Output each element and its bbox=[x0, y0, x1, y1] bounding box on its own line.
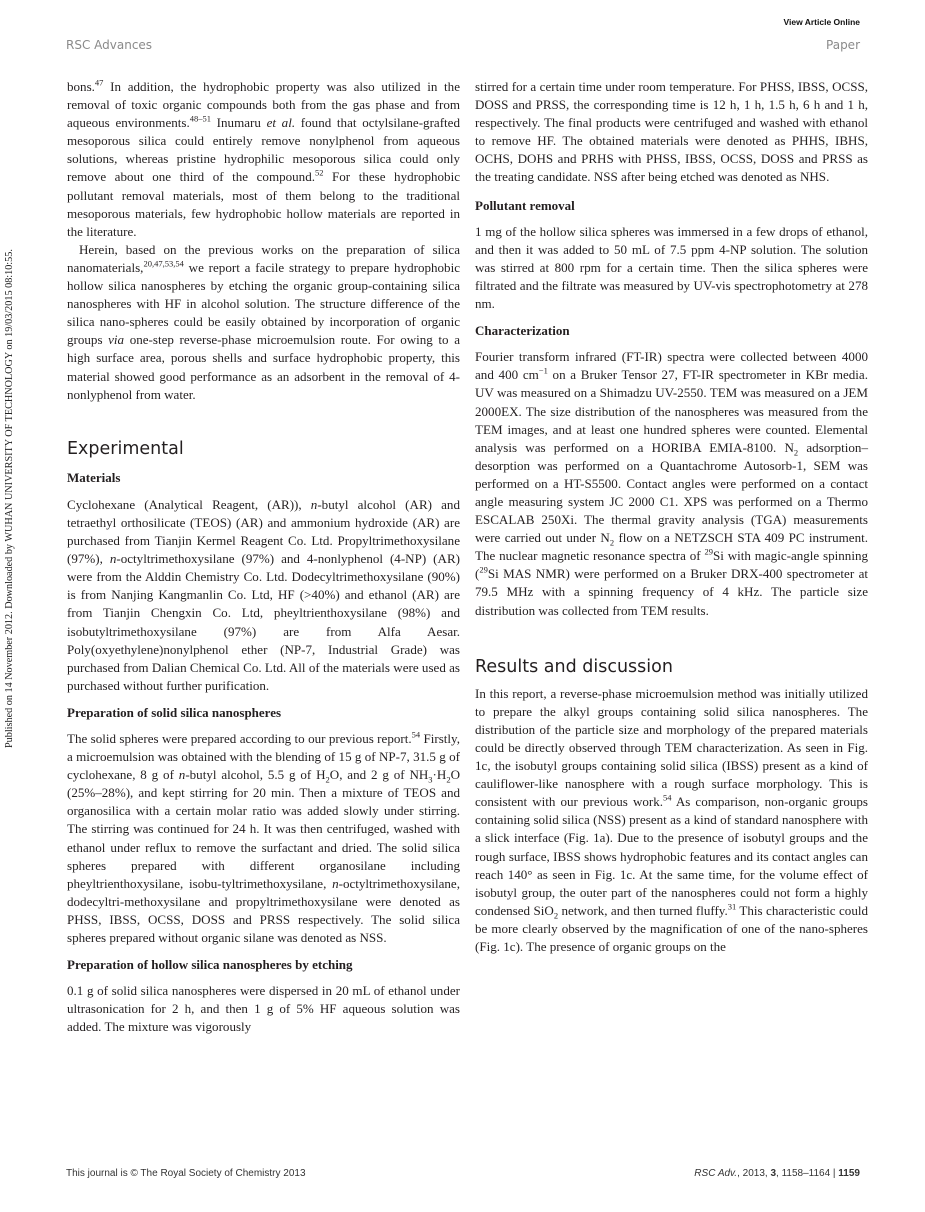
citation-ref[interactable]: 20,47,53,54 bbox=[143, 258, 184, 269]
subsection-title-characterization: Characterization bbox=[475, 323, 570, 339]
citation-ref[interactable]: 47 bbox=[94, 77, 104, 88]
section-title-experimental: Experimental bbox=[67, 438, 184, 459]
subsection-title-solid-silica: Preparation of solid silica nanospheres bbox=[67, 704, 282, 720]
left-column bbox=[67, 78, 460, 1037]
paragraph-results: In this report, a reverse-phase microemulsion method was initially utilized to prepare the alkyl groups containing solid silica nanospheres. The distribution of the particle size and morphology of the prepared materials could be directly observed through TEM characterization. As seen in Fig. 1c, the isobutyl groups containing solid silica (IBSS) present as a kind of cauliflower-like nanosphere with a rough surface morphology. This is consistent with our previous work.$^{54}$ As comparison, non-organic groups containing solid silica (NSS) present as a kind of standard nanosphere with a slick interface (Fig. 1a). Due to the presence of isobutyl groups and the rough surface, IBSS shows hydrophobic features and its contact angles can reach 140° as seen in Fig. 1c. At the same time, for the volume effect of isobutyl group, the outer part of the nanospheres could not form a highly condensed SiO$_2$ network, and then turned fluffy.$^{31}$ This characteristic could be more clearly observed by the magnification of one of the nano-spheres (Fig. 1c). The presence of organic groups on the bbox=[475, 685, 869, 955]
citation-ref[interactable]: 52 bbox=[314, 168, 324, 179]
page-number: 1159 bbox=[838, 1168, 860, 1179]
paragraph-intro-continued: bons.$^{47}$ In addition, the hydrophobic property was also utilized in the removal of toxic organic compounds both from the gas phase and from aqueous environments.$^{48-51}$ Inumaru et al. found that octylsilane-grafted mesoporous silica could entirely remove nonylphenol from aqueous solutions, whereas pristine hydrophilic mesoporous silica could only remove about one third of the compound.$^{52}$ For these hydrophobic pollutant removal materials, most of them belong to the traditional mesoporous materials, few hydrophobic hollow materials are reported in the literature. bbox=[67, 77, 460, 239]
download-stamp: Published on 14 November 2012. Downloaded by WUHAN UNIVERSITY OF TECHNOLOGY on 19/03/2015 08:10:55. bbox=[4, 249, 15, 748]
citation-ref[interactable]: 48–51 bbox=[189, 113, 211, 124]
journal-name: RSC Advances bbox=[66, 38, 153, 52]
right-column bbox=[475, 78, 868, 956]
paragraph-solid-silica: The solid spheres were prepared according to our previous report.$^{54}$ Firstly, a microemulsion was obtained with the blending of 15 g of NP-7, 31.5 g of cyclohexane, 8 g of n-butyl alcohol, 5.5 g of $H_2O$, and 2 g of $NH_3\cdot H_2O$ (25%–28%), and kept stirring for 20 min. Then a mixture of TEOS and organosilica with a certain molar ratio was added slowly under stirring. The stirring was continued for 24 h. It was then centrifuged, washed with ethanol under reflux to remove the surfactant and dried. The solid silica spheres prepared with different organosilane including pheyltrienthoxysilane, isobu-tyltrimethoxysilane, n-octyltrimethoxysilane, dodecyltri-methoxysilane and propyltrimethoxysilane were denoted as PHSS, IBSS, OCSS, DOSS and PRSS respectively. The solid silica spheres prepared without organic silane was denoted as NSS. bbox=[67, 729, 461, 946]
paragraph-materials: Cyclohexane (Analytical Reagent, (AR)), n-butyl alcohol (AR) and tetraethyl orthosilicate (TEOS) (AR) and ammonium hydroxide (AR) are purchased from Tianjin Kermel Reagent Co. Ltd. Propyltrimethoxysilane (97%), n-octyltrimethoxysilane (97%) and 4-nonlyphenol (4-NP) (AR) were from the Alddin Chemistry Co. Ltd. Dodecyltrimethoxysilane (90%) is from Nanjing Kangmanlin Co. Ltd, HF (>40%) and ethanol (AR) are from Tianjin Chengxin Co. Ltd, pheyltrienthoxysilane (98%) and isobutyltrimethoxysilane (97%) are from Alfa Aesar. Poly(oxyethylene)nonylphenol ether (NP-7, Industrial Grade) was purchased from Dalian Chemical Co. Ltd. All of the materials were used as purchased without further purification. bbox=[67, 496, 460, 693]
paragraph-pollutant-removal: 1 mg of the hollow silica spheres was immersed in a few drops of ethanol, and then it was added to 50 mL of 7.5 ppm 4-NP solution. The solution was stirred at 800 rpm for a certain time. Then the silica spheres were filtrated and the filtrate was measured by UV-vis spectrophotometry at 278 nm. bbox=[475, 223, 868, 312]
view-article-online-link[interactable]: View Article Online bbox=[783, 17, 860, 27]
paragraph-herein: Herein, based on the previous works on the preparation of silica nanomaterials,$^{20,47,53,54}$ we report a facile strategy to prepare hydrophobic hollow silica nanospheres by etching the organic group-containing silica nanospheres with HF in alcohol solution. The structure difference of the silica nano-spheres could be easily obtained by incorporation of organic groups via one-step reverse-phase microemulsion route. For owing to a high surface area, porous shells and surface hydrophobic property, this material showed good performance as an adsorbent in the removal of 4-nonlyphenol from water. bbox=[67, 241, 460, 402]
citation-ref[interactable]: 54 bbox=[411, 729, 421, 740]
subsection-title-materials: Materials bbox=[67, 469, 121, 485]
article-type: Paper bbox=[826, 38, 860, 52]
citation-ref[interactable]: 31 bbox=[727, 901, 737, 912]
section-title-results: Results and discussion bbox=[475, 656, 673, 677]
paragraph-characterization: Fourier transform infrared (FT-IR) spectra were collected between 4000 and 400 $cm^{-1}$ on a Bruker Tensor 27, FT-IR spectrometer in KBr media. UV was measured on a Shimadzu UV-2550. TEM was measured on a JEM 2000EX. The size distribution of the nanospheres was measured from the TEM images, and at least one hundred spheres were counted. Elemental analysis was performed on a HORIBA EMIA-8100. $N_2$ adsorption–desorption was performed on a Quantachrome Autosorb-1, SEM was performed on a HT-S5500. Contact angles were performed on a contact angle measuring system JC 2000 C1. XPS was performed on a Thermo ESCALAB 250Xi. The thermal gravity analysis (TGA) measurements were carried out under $N_2$ flow on a NETZSCH STA 409 PC instrument. The nuclear magnetic resonance spectra of $^{29}$Si with magic-angle spinning ($^{29}$Si MAS NMR) were performed on a Bruker DRX-400 spectrometer at 79.5 MHz with a spinning frequency of 4 kHz. The particle size distribution was collected from TEM results. bbox=[475, 349, 868, 618]
subsection-title-hollow-silica: Preparation of hollow silica nanospheres by etching bbox=[67, 957, 353, 973]
paragraph-hollow-silica: 0.1 g of solid silica nanospheres were dispersed in 20 mL of ethanol under ultrasonication for 2 h, and then 1 g of 5% HF aqueous solution was added. The mixture was vigorously bbox=[67, 983, 460, 1035]
footer-copyright: This journal is © The Royal Society of Chemistry 2013 bbox=[66, 1168, 306, 1179]
citation-ref[interactable]: 54 bbox=[663, 792, 672, 803]
footer-citation: RSC Adv., 2013, 3, 1158–1164 | 1159 bbox=[694, 1168, 860, 1179]
paragraph-etching-continued: stirred for a certain time under room temperature. For PHSS, IBSS, OCSS, DOSS and PRSS, the corresponding time is 12 h, 1 h, 1.5 h, 6 h and 1 h, respectively. The final products were centrifuged and washed with ethanol to remove HF. The obtained materials were denoted as PHHS, IBHS, OCHS, DOHS and PRHS with PHSS, IBSS, OCSS, DOSS and PRSS as the treating candidate. NSS after being etched was denoted as NHS. bbox=[475, 79, 868, 185]
subsection-title-pollutant-removal: Pollutant removal bbox=[475, 197, 575, 213]
